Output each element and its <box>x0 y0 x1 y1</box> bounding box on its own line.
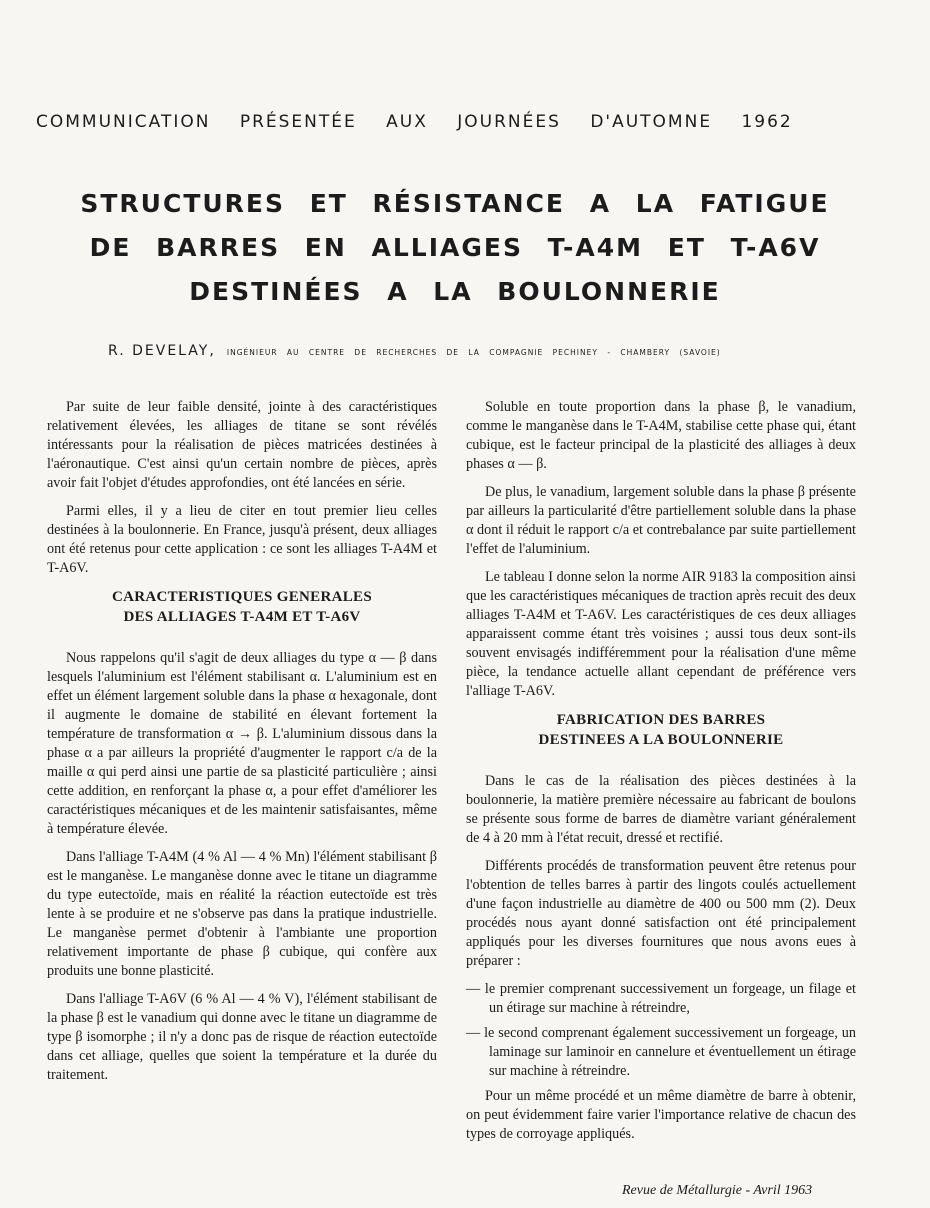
title-line-2: DE BARRES EN ALLIAGES T-A4M ET T-A6V <box>89 233 821 262</box>
title-line-1: STRUCTURES ET RÉSISTANCE A LA FATIGUE <box>80 189 830 218</box>
paragraph: Soluble en toute proportion dans la phase β, le vanadium, comme le manganèse dans le T-A4M, stabilise cette phase qui, étant cubique, est le facteur principal de la plasticité des alliages à deux phases α — β. <box>466 399 856 472</box>
paragraph: Dans le cas de la réalisation des pièces destinées à la boulonnerie, la matière première nécessaire au fabricant de boulons se présente sous forme de barres de diamètre variant généralement de 4 à 20 mm à l'état recuit, dressé et rectifié. <box>466 773 856 846</box>
author-affiliation: INGÉNIEUR AU CENTRE DE RECHERCHES DE LA COMPAGNIE PECHINEY - CHAMBERY (SAVOIE) <box>226 348 721 357</box>
paragraph: Dans l'alliage T-A4M (4 % Al — 4 % Mn) l'élément stabilisant β est le manganèse. Le manganèse donne avec le titane un diagramme du type eutectoïde, mais en réalité la réaction eutectoïde est très lente à se produire et ne s'observe pas dans la pratique industrielle. Le manganèse permet d'obtenir à l'ambiante une proportion relativement importante de phase β cubique, qui confère aux produits une bonne plasticité. <box>47 849 437 979</box>
title-line-3: DESTINÉES A LA BOULONNERIE <box>189 277 721 306</box>
paragraph: Le tableau I donne selon la norme AIR 9183 la composition ainsi que les caractéristiques mécaniques de traction après recuit des deux alliages T-A4M et T-A6V. Les caractéristiques de ces deux alliages apparaissent comme étant très voisines ; aussi tous deux sont-ils souvent envisagés indifféremment pour la réalisation d'une même pièce, la tendance actuelle allant cependant de préférence vers l'alliage T-A6V. <box>466 569 856 699</box>
section-heading-line: DES ALLIAGES T-A4M ET T-A6V <box>123 609 361 625</box>
author-line <box>108 340 908 359</box>
paragraph: De plus, le vanadium, largement soluble dans la phase β présente par ailleurs la particularité d'être partiellement soluble dans la phase α dont il réduit le rapport c/a et contrebalance par suite partiellement l'effet de l'aluminium. <box>466 484 856 557</box>
left-column <box>47 398 437 1094</box>
paragraph: Par suite de leur faible densité, jointe à des caractéristiques relativement élevées, les alliages de titane se sont révélés intéressants pour la réalisation de pièces matricées destinées à l'aéronautique. C'est ainsi qu'un certain nombre de pièces, après avoir fait l'objet d'études approfondies, ont été lancées en série. <box>47 399 437 491</box>
paragraph: Différents procédés de transformation peuvent être retenus pour l'obtention de telles barres à partir des lingots coulés actuellement d'une façon industrielle au diamètre de 400 ou 500 mm (2). Deux procédés nous ayant donné satisfaction ont été principalement appliqués pour les diverses fournitures que nous avons eues à préparer : <box>466 858 856 969</box>
paragraph: Parmi elles, il y a lieu de citer en tout premier lieu celles destinées à la boulonnerie. En France, jusqu'à présent, deux alliages ont été retenus pour cette application : ce sont les alliages T-A4M et T-A6V. <box>47 503 437 576</box>
section-heading <box>466 710 856 750</box>
section-heading <box>47 587 437 627</box>
section-heading-line: FABRICATION DES BARRES <box>556 712 766 728</box>
paragraph: Nous rappelons qu'il s'agit de deux alliages du type α — β dans lesquels l'aluminium est l'élément stabilisant α. L'aluminium est en effet un élément largement soluble dans la phase α hexagonale, dont il augmente le domaine de stabilité en élevant fortement la température de transformation α → β. L'aluminium dissous dans la phase α a par ailleurs la propriété d'augmenter le rapport c/a de la maille α qui perd ainsi une partie de sa plasticité particulière ; ainsi cette addition, en renforçant la phase α, a pour effet d'améliorer les caractéristiques mécaniques et de les maintenir satisfaisantes, même à température élevée. <box>47 650 437 837</box>
article-title <box>60 182 850 314</box>
paragraph: Pour un même procédé et un même diamètre de barre à obtenir, on peut évidemment faire varier l'importance relative de chacun des types de corroyage appliqués. <box>466 1088 856 1142</box>
author-name: R. DEVELAY, <box>108 343 216 359</box>
communication-header: COMMUNICATION PRÉSENTÉE AUX JOURNÉES D'AUTOMNE 1962 <box>36 112 793 132</box>
section-heading-line: CARACTERISTIQUES GENERALES <box>112 589 372 605</box>
process-list <box>466 980 856 1081</box>
list-item: — le premier comprenant successivement un forgeage, un filage et un étirage sur machine à rétreindre, <box>466 981 856 1016</box>
section-heading-line: DESTINEES A LA BOULONNERIE <box>538 732 784 748</box>
list-item: — le second comprenant également successivement un forgeage, un laminage sur laminoir en cannelure et éventuellement un étirage sur machine à rétreindre. <box>466 1025 856 1079</box>
journal-footer: Revue de Métallurgie - Avril 1963 <box>622 1183 813 1198</box>
right-column <box>466 398 856 1153</box>
paragraph: Dans l'alliage T-A6V (6 % Al — 4 % V), l'élément stabilisant de la phase β est le vanadium qui donne avec le titane un diagramme de type β isomorphe ; il n'y a donc pas de risque de réaction eutectoïde dans cet alliage, quelles que soient la température et la durée du traitement. <box>47 991 437 1083</box>
